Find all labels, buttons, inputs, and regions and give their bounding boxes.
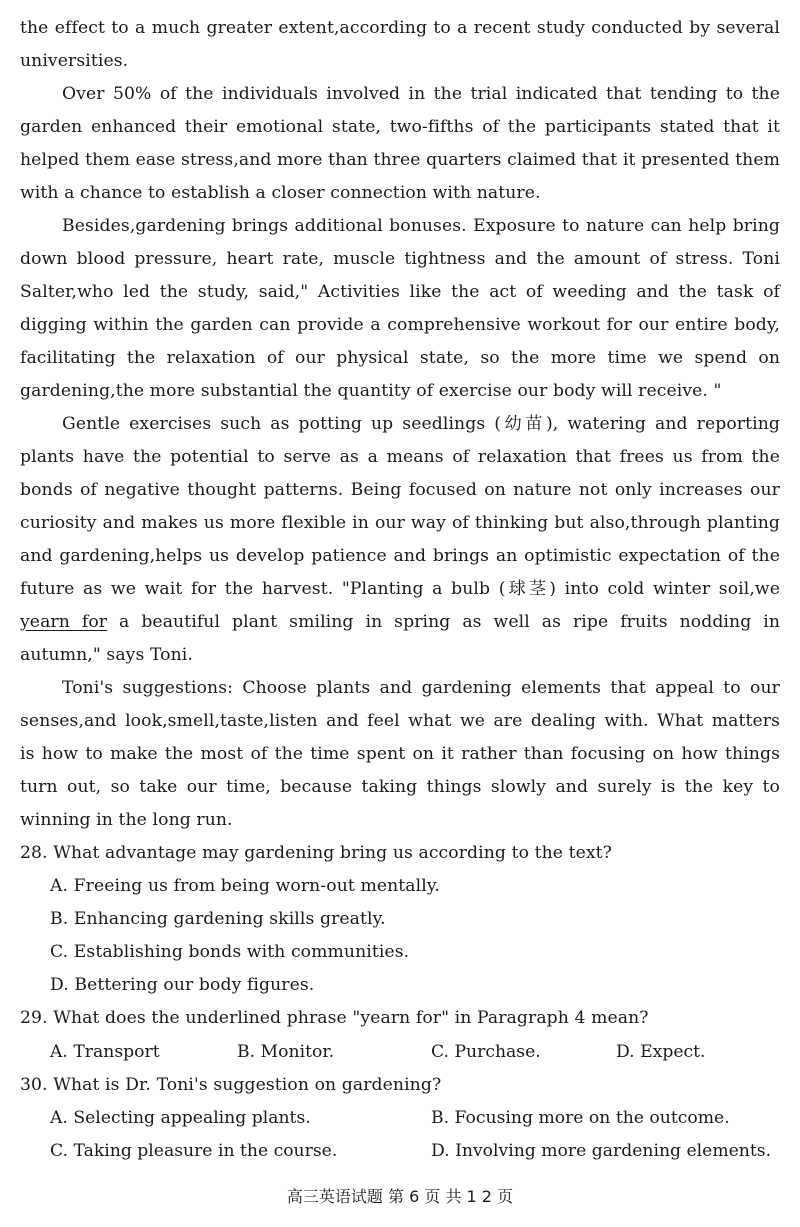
question-30-option-b: B. Focusing more on the outcome. bbox=[431, 1108, 730, 1128]
passage-line: gardening,the more substantial the quantity of exercise our body will receive. " bbox=[20, 381, 722, 401]
question-29-option-d: D. Expect. bbox=[616, 1042, 706, 1062]
question-29-option-a: A. Transport bbox=[50, 1042, 160, 1062]
passage-line: senses,and look,smell,taste,listen and feel what we are dealing with. What matters bbox=[20, 711, 780, 731]
question-28-option-c: C. Establishing bonds with communities. bbox=[50, 942, 410, 962]
passage-line: facilitating the relaxation of our physical state, so the more time we spend on bbox=[20, 348, 780, 368]
passage-line: bonds of negative thought patterns. Being focused on nature not only increases our bbox=[20, 480, 780, 500]
page-footer: 高三英语试题 第 6 页 共 1 2 页 bbox=[286, 1187, 514, 1206]
passage-line: helped them ease stress,and more than three quarters claimed that it presented them bbox=[20, 150, 780, 170]
passage-line: Toni's suggestions: Choose plants and gardening elements that appeal to our bbox=[62, 678, 780, 698]
passage-line: Over 50% of the individuals involved in the trial indicated that tending to the bbox=[62, 84, 780, 104]
underlined-phrase: yearn for bbox=[20, 612, 108, 632]
question-28-stem: 28. What advantage may gardening bring us according to the text? bbox=[20, 843, 612, 863]
passage-line: autumn," says Toni. bbox=[20, 645, 193, 665]
question-29-option-c: C. Purchase. bbox=[431, 1042, 541, 1062]
passage-line: garden enhanced their emotional state, two-fifths of the participants stated that it bbox=[20, 117, 780, 137]
passage-line: curiosity and makes us more flexible in our way of thinking but also,through planting bbox=[20, 513, 780, 533]
question-30-option-c: C. Taking pleasure in the course. bbox=[50, 1141, 338, 1161]
passage-line: future as we wait for the harvest. "Planting a bulb (球茎) into cold winter soil,we bbox=[20, 579, 780, 599]
passage-line: plants have the potential to serve as a means of relaxation that frees us from the bbox=[20, 447, 780, 467]
question-28-option-a: A. Freeing us from being worn-out mentally. bbox=[50, 876, 440, 896]
question-29-option-b: B. Monitor. bbox=[237, 1042, 335, 1062]
question-28-option-b: B. Enhancing gardening skills greatly. bbox=[50, 909, 386, 929]
passage-line-with-underline bbox=[20, 610, 780, 634]
passage-line: digging within the garden can provide a comprehensive workout for our entire body, bbox=[20, 315, 780, 335]
passage-line: Gentle exercises such as potting up seedlings (幼苗), watering and reporting bbox=[62, 414, 780, 434]
passage-line: universities. bbox=[20, 51, 129, 71]
passage-line: Salter,who led the study, said," Activities like the act of weeding and the task of bbox=[20, 282, 780, 302]
passage-line: with a chance to establish a closer connection with nature. bbox=[20, 183, 541, 203]
passage-line: turn out, so take our time, because taking things slowly and surely is the key to bbox=[20, 777, 780, 797]
passage-line: and gardening,helps us develop patience and brings an optimistic expectation of the bbox=[20, 546, 780, 566]
passage-line: is how to make the most of the time spent on it rather than focusing on how things bbox=[20, 744, 780, 764]
passage-line: Besides,gardening brings additional bonuses. Exposure to nature can help bring bbox=[62, 216, 780, 236]
question-30-option-a: A. Selecting appealing plants. bbox=[50, 1108, 311, 1128]
question-30-stem: 30. What is Dr. Toni's suggestion on gardening? bbox=[20, 1075, 442, 1095]
question-30-option-d: D. Involving more gardening elements. bbox=[431, 1141, 772, 1161]
passage-line: the effect to a much greater extent,according to a recent study conducted by several bbox=[20, 18, 780, 38]
question-28-option-d: D. Bettering our body figures. bbox=[50, 975, 315, 995]
question-29-stem: 29. What does the underlined phrase "yearn for" in Paragraph 4 mean? bbox=[20, 1008, 649, 1028]
passage-line: down blood pressure, heart rate, muscle tightness and the amount of stress. Toni bbox=[20, 249, 780, 269]
passage-line-rest: a beautiful plant smiling in spring as well as ripe fruits nodding in bbox=[107, 612, 781, 632]
passage-line: winning in the long run. bbox=[20, 810, 233, 830]
